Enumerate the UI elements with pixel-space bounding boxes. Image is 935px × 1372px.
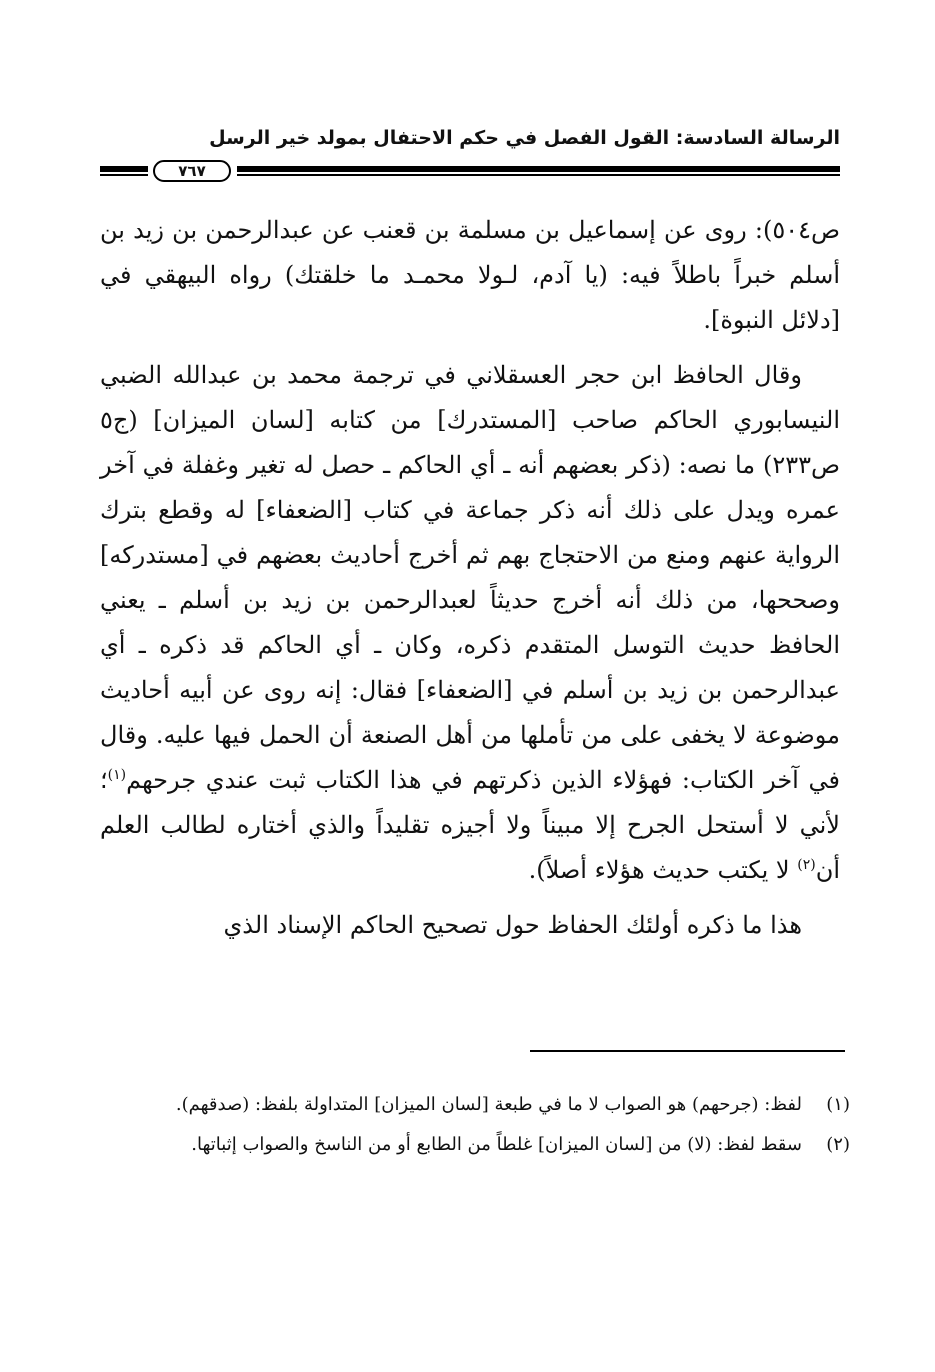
footnote-text: لفظ: (جرحهم) هو الصواب لا ما في طبعة [لسان الميزان] المتداولة بلفظ: (صدقهم). (175, 1094, 802, 1115)
footnote-number: (١) (826, 1094, 850, 1115)
page-number: ٧٦٧ (153, 160, 231, 182)
paragraph-2 (100, 353, 840, 893)
paragraph-1: ص٥٠٤): روى عن إسماعيل بن مسلمة بن قعنب عن عبدالرحمن بن زيد بن أسلم خبراً باطلاً فيه: (يا آدم، لـولا محمـد ما خلقتك) رواه البيهقي في [دلائل النبوة]. (100, 216, 840, 334)
header-rule-left (100, 166, 148, 177)
footnote-ref-1[interactable]: (١) (107, 767, 127, 783)
footnotes (110, 1088, 850, 1168)
footnote-1 (110, 1088, 850, 1122)
header-rule (100, 160, 840, 184)
footnote-2 (110, 1128, 850, 1162)
footnote-separator (530, 1050, 845, 1052)
header-rule-right (237, 166, 840, 177)
footnote-ref-2[interactable]: (٢) (797, 857, 816, 873)
paragraph-2-part-b: ؛ لأني لا أستحل الجرح إلا مبيناً ولا أجيزه تقليداً والذي أختاره لطالب العلم أن (100, 766, 840, 884)
body-text (100, 208, 840, 958)
footnote-text: سقط لفظ: (لا) من [لسان الميزان] غلطاً من الطابع أو من الناسخ والصواب إثباتها. (191, 1134, 802, 1155)
running-head-title: الرسالة السادسة: القول الفصل في حكم الاحتفال بمولد خير الرسل (209, 127, 840, 149)
footnote-number: (٢) (826, 1134, 850, 1155)
paragraph-2-part-c: لا يكتب حديث هؤلاء أصلاً). (528, 856, 798, 884)
paragraph-3: هذا ما ذكره أولئك الحفاظ حول تصحيح الحاكم الإسناد الذي (223, 911, 802, 939)
paragraph-2-part-a: وقال الحافظ ابن حجر العسقلاني في ترجمة محمد بن عبدالله الضبي النيسابوري الحاكم صاحب [المستدرك] من كتابه [لسان الميزان] (ج٥ ص٢٣٣) ما نصه: (ذكر بعضهم أنه ـ أي الحاكم ـ حصل له تغير وغفلة في آخر عمره ويدل على ذلك أنه ذكر جماعة في كتاب [الضعفاء] له وقطع بترك الرواية عنهم ومنع من الاحتجاج بهم ثم أخرج أحاديث بعضهم في [مستدركه] وصححها، من ذلك أنه أخرج حديثاً لعبدالرحمن بن زيد بن أسلم ـ يعني الحافظ حديث التوسل المتقدم ذكره، وكان ـ أي الحاكم قد ذكره ـ أي عبدالرحمن بن زيد بن أسلم في [الضعفاء] فقال: إنه روى عن أبيه أحاديث موضوعة لا يخفى على من تأملها من أهل الصنعة أن الحمل فيها عليه. وقال في آخر الكتاب: فهؤلاء الذين ذكرتهم في هذا الكتاب ثبت عندي جرحهم (100, 361, 840, 794)
